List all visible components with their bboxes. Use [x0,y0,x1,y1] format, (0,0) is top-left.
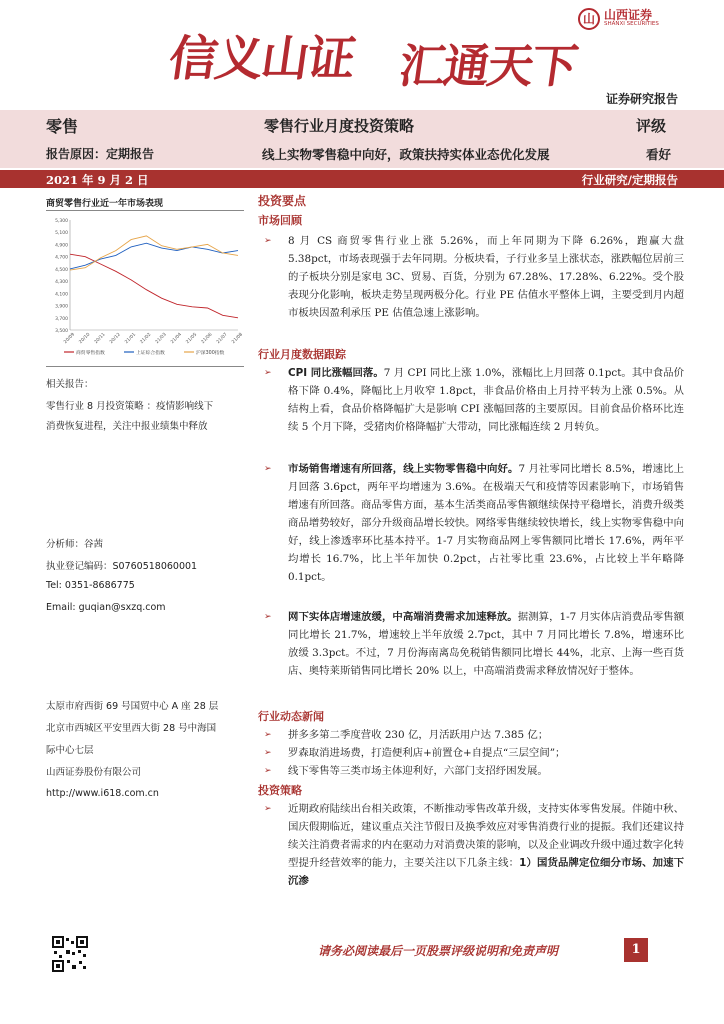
logo-icon: 山 [578,8,600,30]
bullet-icon: ➢ [264,464,272,474]
series-line-2 [70,236,238,270]
sales-paragraph [288,460,684,586]
x-tick-label: 21/04 [170,332,183,345]
y-tick-label: 3,900 [55,304,68,310]
email: Email: guqian@sxzq.com [46,602,166,613]
page-number: 1 [624,938,648,962]
market-performance-chart [46,212,244,364]
tel: Tel: 0351-8686775 [46,580,135,591]
x-tick-label: 21/03 [154,332,168,345]
y-tick-label: 4,500 [55,267,68,273]
bullet-icon: ➢ [264,612,272,622]
bullet-icon: ➢ [264,748,272,758]
related-report-line: 消费恢复进程，关注中报业绩集中释放 [46,421,208,432]
y-tick-label: 5,100 [55,231,68,237]
qr-code-icon [52,936,88,972]
bullet-icon: ➢ [264,730,272,740]
x-tick-label: 20/09 [63,332,76,345]
market-review-text: 8 月 CS 商贸零售行业上涨 5.26%，而上年同期为下降 6.26%，跑赢大盘 5.38pct，市场表现强于去年同期。分板块看，子行业多呈上涨状态，涨跌幅位居前三的子板块分别是家电 3C、贸易、百货，分别为 67.28%、17.28%、6.22%。受个股表现分化影响，板块走势呈现两极分化。行业 PE 估值水平整体上调，主要受到月内超市板块因盈利承压 PE 估值急速上涨影响。 [288,235,684,319]
cpi-paragraph [288,364,684,436]
offline-lead: 网下实体店增速放缓，中高端消费需求加速释放。 [288,611,518,623]
bullet-icon: ➢ [264,766,272,776]
y-tick-label: 3,500 [55,329,68,334]
x-tick-label: 20/12 [109,332,122,345]
address-line: 太原市府西街 69 号国贸中心 A 座 28 层 [46,701,219,712]
report-reason: 报告原因：定期报告 [46,147,155,161]
license: 执业登记编码：S0760518060001 [46,561,198,572]
x-tick-label: 21/01 [124,332,138,345]
section-news: 行业动态新闻 [258,710,324,723]
page-title: 零售行业月度投资策略 [264,117,415,135]
related-report-line: 零售行业 8 月投资策略 ：疫情影响线下 [46,401,214,412]
rating-label: 评级 [636,117,667,135]
sales-text: 7 月社零同比增长 8.5%，增速比上月回落 3.6pct，两年平均增速为 3.6%。在极端天气和疫情等因素影响下，市场销售增速有所回落。商品零售方面，基本生活类商品零售额继续保持平稳增长，消费升级类商品增势较好，部分升级商品增长较快。网络零售继续较快增长，线上实物零售稳中向好，线上渗透率环比基本持平。1-7 月实物商品网上零售额同比增长 17.6%，两年平均增长 16.7%，比上半年加快 0.2pct，占社零比重 23.6%，占比较上半年略降 0.1pct。 [288,463,684,583]
page-subtitle: 线上实物零售稳中向好，政策扶持实体业态优化发展 [262,147,550,162]
disclaimer-note: 请务必阅读最后一页股票评级说明和免责声明 [318,944,559,958]
y-tick-label: 4,300 [55,280,68,286]
report-date: 2021 年 9 月 2 日 [46,173,149,187]
sales-lead: 市场销售增速有所回落，线上实物零售稳中向好。 [288,463,519,475]
bullet-icon: ➢ [264,368,272,378]
y-tick-label: 4,900 [55,243,68,249]
legend-label: 沪深300指数 [196,351,225,356]
x-tick-label: 21/05 [185,332,199,345]
address-line: 北京市西城区平安里西大街 28 号中海国 [46,723,217,734]
analyst: 分析师：谷茜 [46,539,104,550]
website-link[interactable]: http://www.i618.com.cn [46,788,159,799]
y-tick-label: 4,100 [55,292,68,298]
y-tick-label: 4,700 [55,255,68,261]
industry-label: 零售 [46,117,79,136]
bullet-icon: ➢ [264,236,272,246]
legend-label: 上证综合指数 [136,351,165,356]
related-label: 相关报告： [46,379,94,390]
chart-rule-top [46,210,244,211]
logo-en: SHANXI SECURITIES [604,21,659,27]
slogan-left: 信义山证 [165,31,358,87]
rating-value: 看好 [646,147,672,162]
legend-label: 商贸零售指数 [76,351,105,356]
cpi-lead: CPI 同比涨幅回落。 [288,367,384,379]
section-monthly-data: 行业月度数据跟踪 [258,348,346,361]
news-item: 线下零售等三类市场主体迎利好，六部门支招纾困发展。 [288,765,548,777]
strategy-tail: 1）国货品牌定位细分市场、加速下沉渗 [288,857,684,887]
offline-paragraph [288,608,684,680]
address-line: 际中心七层 [46,745,94,756]
section-market-review: 市场回顾 [258,214,302,227]
x-tick-label: 20/11 [93,332,107,345]
strategy-paragraph [288,800,684,890]
x-tick-label: 21/07 [216,332,229,345]
section-strategy: 投资策略 [258,784,302,797]
slogan-right: 汇通天下 [395,39,580,93]
x-tick-label: 21/02 [139,332,153,345]
logo-cn: 山西证券 [604,8,653,22]
header-banner [0,0,724,110]
strategy-text: 近期政府陆续出台相关政策，不断推动零售改革升级，支持实体零售发展。伴随中秋、国庆假期临近，建议重点关注节假日及换季效应对零售消费行业的提振。我们还建议持续关注消费者需求的内在驱动力对消费决策的影响，以及企业调改升级中通过数字化转型提升经营效率的能力，主要关注以下几条主线： [288,803,684,869]
x-tick-label: 21/06 [200,332,214,345]
report-category: 行业研究/定期报告 [581,173,678,187]
offline-text: 据测算，1-7 月实体店消费品零售额同比增长 21.7%，增速较上半年放缓 2.7pct，其中 7 月同比增长 7.8%，增速环比放缓 3.3pct。不过，7 月份海南离岛免税销售额同比增长 44%，北京、上海一些百货店、奥特莱斯销售同比增长 20% 以上，中高端消费需求释放情况好于整体。 [288,611,684,677]
cpi-text: 7 月 CPI 同比上涨 1.0%，涨幅比上月回落 0.1pct。其中食品价格下降 0.4%，降幅比上月收窄 1.8pct，非食品价格由上月持平转为上涨 0.5%。从结构上看，食品价格降幅扩大是影响 CPI 涨幅回落的主要原因。目前食品价格环比连续 5 个月下降，受猪肉价格降幅扩大带动，同比涨幅连续 2 月转负。 [288,367,684,433]
y-tick-label: 5,300 [55,219,68,224]
chart-rule-bottom [46,366,244,367]
company-name: 山西证券股份有限公司 [46,767,142,778]
chart-title: 商贸零售行业近一年市场表现 [46,199,164,209]
bullet-icon: ➢ [264,804,272,814]
y-tick-label: 3,700 [55,316,68,322]
news-item: 罗森取消进场费，打造便利店+前置仓+自提点“三层空间”； [288,747,566,759]
x-tick-label: 20/10 [78,332,92,345]
x-tick-label: 21/08 [231,332,244,345]
section-heading-main: 投资要点 [258,194,307,208]
report-type: 证券研究报告 [605,92,678,106]
news-item: 拼多多第二季度营收 230 亿，月活跃用户达 7.385 亿； [288,729,549,741]
company-logo [578,6,698,32]
series-line-0 [70,254,238,318]
